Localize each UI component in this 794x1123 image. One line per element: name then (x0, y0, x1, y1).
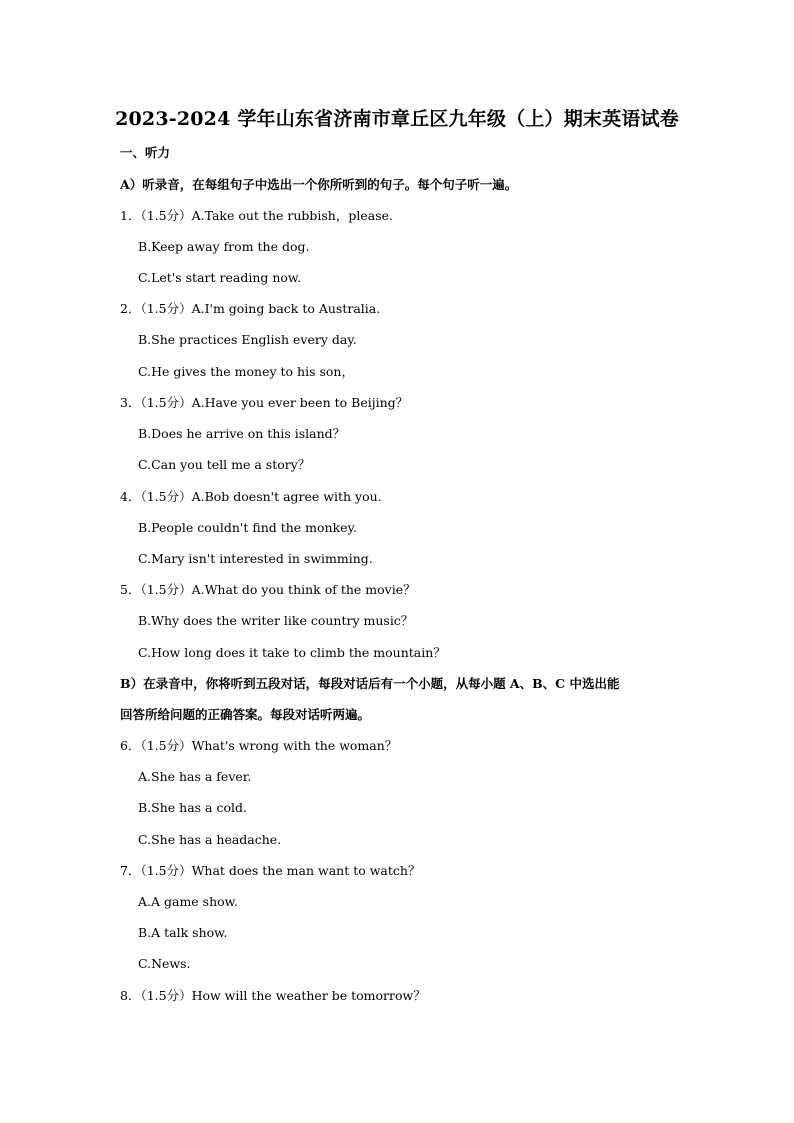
question-stem: 3．（1.5分）A.Have you ever been to Beijing？ (120, 395, 409, 410)
question-stem: 6．（1.5分）What's wrong with the woman？ (120, 738, 398, 753)
question-stem: 5．（1.5分）A.What do you think of the movie？ (120, 582, 416, 597)
question-stem: 8．（1.5分）How will the weather be tomorrow？ (120, 988, 426, 1003)
section-heading-listening: 一、听力 (120, 145, 171, 160)
question-option: C.Let's start reading now. (138, 270, 302, 285)
question-option: B.Why does the writer like country music？ (138, 613, 414, 628)
part-a-instructions: A）听录音，在每组句子中选出一个你所听到的句子。每个句子听一遍。 (120, 177, 518, 192)
question-stem: 1．（1.5分）A.Take out the rubbish，please. (120, 208, 393, 223)
question-option: C.News. (138, 956, 191, 971)
question-option: B.People couldn't find the monkey. (138, 520, 357, 535)
question-option: B.Keep away from the dog. (138, 239, 310, 254)
question-option: A.She has a fever. (138, 769, 252, 784)
part-b-instructions: B）在录音中，你将听到五段对话，每段对话后有一个小题，从每小题 A、B、C 中选出能 (120, 676, 620, 691)
question-option: C.She has a headache. (138, 832, 282, 847)
question-option: C.How long does it take to climb the mountain？ (138, 645, 446, 660)
question-option: C.He gives the money to his son， (138, 364, 354, 379)
question-option: A.A game show. (138, 894, 238, 909)
page-title: 2023-2024 学年山东省济南市章丘区九年级（上）期末英语试卷 (115, 108, 679, 130)
question-option: B.A talk show. (138, 925, 228, 940)
question-stem: 2．（1.5分）A.I'm going back to Australia. (120, 301, 381, 316)
question-option: C.Can you tell me a story？ (138, 457, 311, 472)
question-option: B.She practices English every day. (138, 332, 357, 347)
question-stem: 4．（1.5分）A.Bob doesn't agree with you. (120, 489, 382, 504)
question-option: B.Does he arrive on this island？ (138, 426, 346, 441)
part-b-instructions-cont: 回答所给问题的正确答案。每段对话听两遍。 (120, 707, 371, 722)
question-stem: 7．（1.5分）What does the man want to watch？ (120, 863, 421, 878)
question-option: C.Mary isn't interested in swimming. (138, 551, 373, 566)
question-option: B.She has a cold. (138, 800, 247, 815)
